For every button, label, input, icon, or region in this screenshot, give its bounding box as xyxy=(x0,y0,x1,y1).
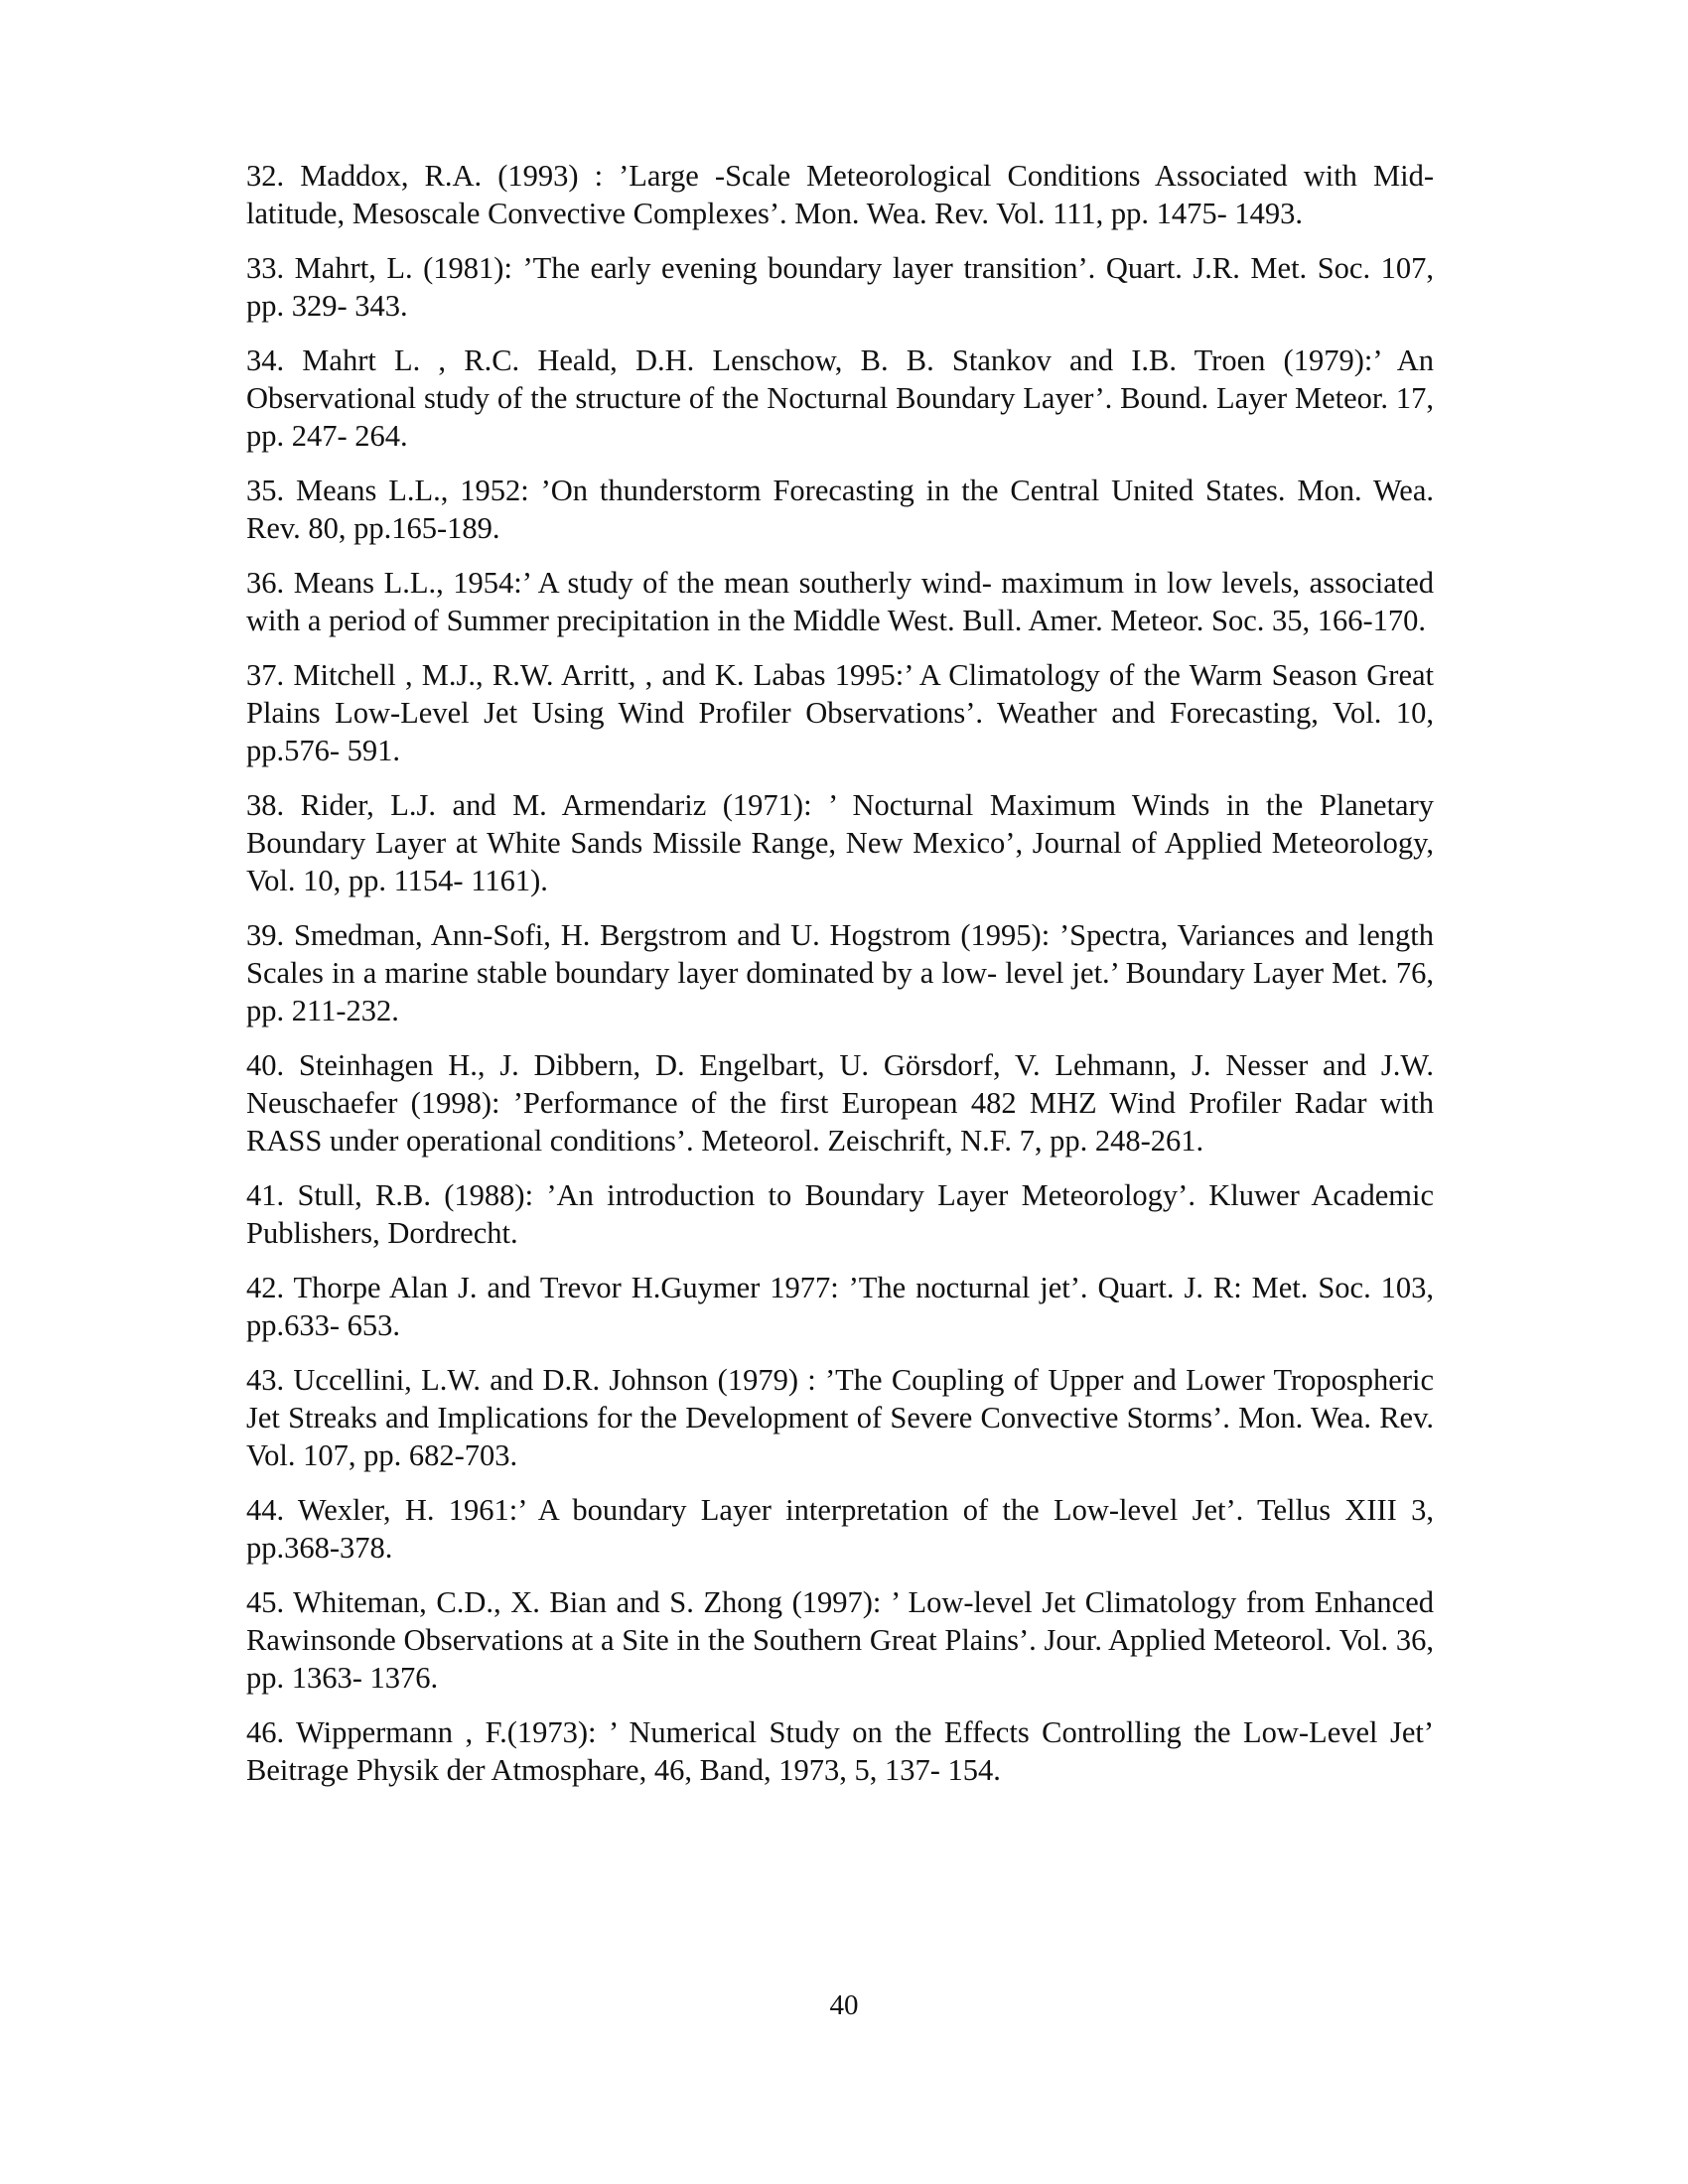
reference-item: 37. Mitchell , M.J., R.W. Arritt, , and K. Labas 1995:’ A Climatology of the Warm Season Great Plains Low-Level Jet Using Wind Profiler Observations’. Weather and Forecasting, Vol. 10, pp.576- 591. xyxy=(246,658,1434,767)
reference-item: 34. Mahrt L. , R.C. Heald, D.H. Lenschow, B. B. Stankov and I.B. Troen (1979):’ An Observational study of the structure of the Nocturnal Boundary Layer’. Bound. Layer Meteor. 17, pp. 247- 264. xyxy=(246,343,1434,453)
reference-item: 44. Wexler, H. 1961:’ A boundary Layer interpretation of the Low-level Jet’. Tellus XIII 3, pp.368-378. xyxy=(246,1493,1434,1565)
reference-item: 41. Stull, R.B. (1988): ’An introduction to Boundary Layer Meteorology’. Kluwer Academic Publishers, Dordrecht. xyxy=(246,1178,1434,1250)
reference-item: 45. Whiteman, C.D., X. Bian and S. Zhong (1997): ’ Low-level Jet Climatology from Enhanced Rawinsonde Observations at a Site in the Southern Great Plains’. Jour. Applied Meteorol. Vol. 36, pp. 1363- 1376. xyxy=(246,1585,1434,1695)
reference-item: 46. Wippermann , F.(1973): ’ Numerical Study on the Effects Controlling the Low-Level Jet’ Beitrage Physik der Atmosphare, 46, Band, 1973, 5, 137- 154. xyxy=(246,1715,1434,1787)
reference-item: 38. Rider, L.J. and M. Armendariz (1971): ’ Nocturnal Maximum Winds in the Planetary Boundary Layer at White Sands Missile Range, New Mexico’, Journal of Applied Meteorology, Vol. 10, pp. 1154- 1161). xyxy=(246,788,1434,897)
reference-item: 40. Steinhagen H., J. Dibbern, D. Engelbart, U. Görsdorf, V. Lehmann, J. Nesser and J.W. Neuschaefer (1998): ’Performance of the first European 482 MHZ Wind Profiler Radar with RASS under operational conditions’. Meteorol. Zeischrift, N.F. 7, pp. 248-261. xyxy=(246,1048,1434,1158)
reference-item: 33. Mahrt, L. (1981): ’The early evening boundary layer transition’. Quart. J.R. Met. Soc. 107, pp. 329- 343. xyxy=(246,251,1434,323)
reference-item: 42. Thorpe Alan J. and Trevor H.Guymer 1977: ’The nocturnal jet’. Quart. J. R: Met. Soc. 103, pp.633- 653. xyxy=(246,1271,1434,1342)
reference-item: 39. Smedman, Ann-Sofi, H. Bergstrom and U. Hogstrom (1995): ’Spectra, Variances and length Scales in a marine stable boundary layer dominated by a low- level jet.’ Boundary Layer Met. 76, pp. 211-232. xyxy=(246,918,1434,1027)
page-number: 40 xyxy=(829,1989,859,2021)
reference-item: 36. Means L.L., 1954:’ A study of the mean southerly wind- maximum in low levels, associated with a period of Summer precipitation in the Middle West. Bull. Amer. Meteor. Soc. 35, 166-170. xyxy=(246,566,1434,637)
reference-item: 32. Maddox, R.A. (1993) : ’Large -Scale Meteorological Conditions Associated with Mid-latitude, Mesoscale Convective Complexes’. Mon. Wea. Rev. Vol. 111, pp. 1475- 1493. xyxy=(246,159,1434,230)
reference-list xyxy=(246,157,1434,1806)
reference-item: 35. Means L.L., 1952: ’On thunderstorm Forecasting in the Central United States. Mon. Wea. Rev. 80, pp.165-189. xyxy=(246,474,1434,545)
reference-item: 43. Uccellini, L.W. and D.R. Johnson (1979) : ’The Coupling of Upper and Lower Tropospheric Jet Streaks and Implications for the Development of Severe Convective Storms’. Mon. Wea. Rev. Vol. 107, pp. 682-703. xyxy=(246,1363,1434,1472)
